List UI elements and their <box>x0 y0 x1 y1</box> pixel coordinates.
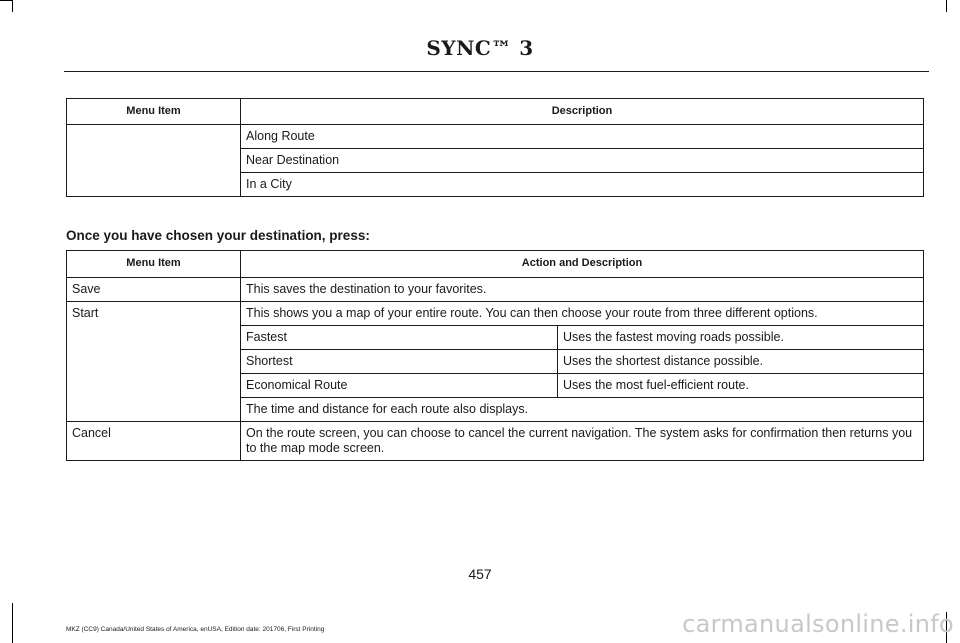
lead-text: Once you have chosen your destination, press: <box>66 228 370 243</box>
footer-edition-text: MKZ (CC9) Canada/United States of America, enUSA, Edition date: 201706, First Printing <box>66 626 325 633</box>
header-rule <box>64 71 929 72</box>
action-table <box>66 250 924 461</box>
description-cell: On the route screen, you can choose to cancel the current navigation. The system asks for confirmation then returns you to the map mode screen. <box>241 422 924 461</box>
col-header: Action and Description <box>241 251 924 278</box>
table-row <box>67 278 924 302</box>
table-header-row <box>67 251 924 278</box>
description-table <box>66 98 924 197</box>
table-header-row <box>67 99 924 125</box>
table-row <box>67 422 924 461</box>
option-desc-cell: Uses the fastest moving roads possible. <box>558 326 924 350</box>
table-cell: Along Route <box>241 125 924 149</box>
watermark: carmanualsonline.info <box>682 610 954 638</box>
crop-mark <box>12 603 13 643</box>
option-name-cell: Shortest <box>241 350 558 374</box>
option-name-cell: Fastest <box>241 326 558 350</box>
page-title: SYNC™ 3 <box>426 36 534 60</box>
table-row <box>67 125 924 149</box>
option-name-cell: Economical Route <box>241 374 558 398</box>
table-row <box>67 302 924 326</box>
table-cell: In a City <box>241 173 924 197</box>
col-header: Description <box>241 99 924 125</box>
col-header: Menu Item <box>67 251 241 278</box>
option-desc-cell: Uses the shortest distance possible. <box>558 350 924 374</box>
crop-mark <box>0 0 12 1</box>
menu-item-cell: Cancel <box>67 422 241 461</box>
col-header: Menu Item <box>67 99 241 125</box>
table-cell: Near Destination <box>241 149 924 173</box>
menu-item-cell: Start <box>67 302 241 422</box>
page-number: 457 <box>468 566 492 582</box>
description-cell: This shows you a map of your entire route. You can then choose your route from three different options. <box>241 302 924 326</box>
menu-item-cell: Save <box>67 278 241 302</box>
crop-mark <box>12 0 13 12</box>
description-cell: This saves the destination to your favorites. <box>241 278 924 302</box>
note-cell: The time and distance for each route also displays. <box>241 398 924 422</box>
empty-menu-cell <box>67 125 241 197</box>
crop-mark <box>946 0 947 12</box>
option-desc-cell: Uses the most fuel-efficient route. <box>558 374 924 398</box>
